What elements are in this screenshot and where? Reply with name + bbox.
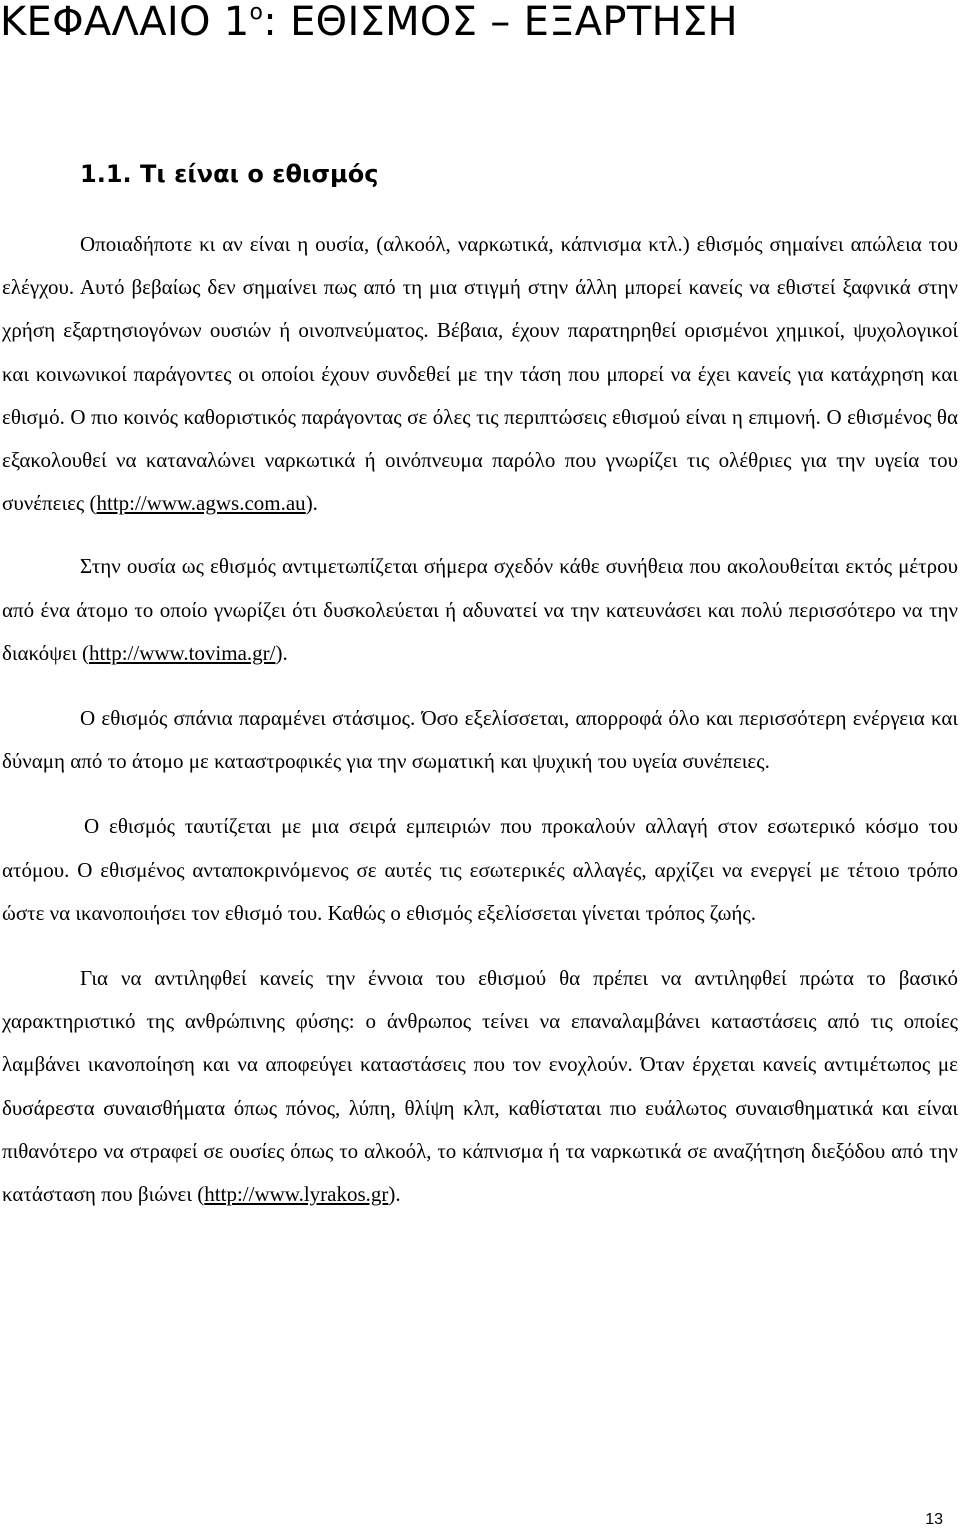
chapter-title: [0, 0, 738, 46]
chapter-ordinal: ο: [249, 0, 264, 25]
paragraph-1: [2, 223, 958, 525]
paragraph-5: [2, 957, 958, 1216]
reference-link-tovima[interactable]: http://www.tovima.gr/: [89, 640, 276, 665]
paragraph-2-closing: ).: [275, 640, 288, 665]
paragraph-3-text: Ο εθισμός σπάνια παραμένει στάσιμος. Όσο εξελίσσεται, απορροφά όλο και περισσότερη ενέργεια και δύναμη από το άτομο με καταστροφικές για την σωματική και ψυχική του υγεία συνέπειες.: [2, 706, 958, 774]
reference-link-agws[interactable]: http://www.agws.com.au: [96, 491, 306, 516]
paragraph-4: [2, 805, 958, 935]
paragraph-3: [2, 697, 958, 783]
paragraph-1-closing: ).: [305, 491, 318, 516]
paragraph-2-text: Στην ουσία ως εθισμός αντιμετωπίζεται σήμερα σχεδόν κάθε συνήθεια που ακολουθείται εκτός μέτρου από ένα άτομο το οποίο γνωρίζει ότι δυσκολεύεται ή αδυνατεί να την κατευνάσει και πολύ περισσότερο να την διακόψει (: [2, 554, 958, 665]
paragraph-2: [2, 545, 958, 675]
paragraph-spacer: [2, 935, 958, 957]
page-number: 13: [925, 1511, 943, 1528]
paragraph-5-text: Για να αντιληφθεί κανείς την έννοια του εθισμού θα πρέπει να αντιληφθεί πρώτα το βασικό χαρακτηριστικό της ανθρώπινης φύσης: ο άνθρωπος τείνει να επαναλαμβάνει καταστάσεις από τις οποίες λαμβάνει ικανοποίηση και να αποφεύγει καταστάσεις που τον ενοχλούν. Όταν έρχεται κανείς αντιμέτωπος με δυσάρεστα συναισθήματα όπως πόνος, λύπη, θλίψη κλπ, καθίσταται πιο ευάλωτος συναισθηματικά και είναι πιθανότερο να στραφεί σε ουσίες όπως το αλκοόλ, το κάπνισμα ή τα ναρκωτικά σε αναζήτηση διεξόδου από την κατάσταση που βιώνει (: [2, 966, 958, 1207]
chapter-title-prefix: ΚΕΦΑΛΑΙΟ 1: [0, 0, 250, 45]
paragraph-spacer: [2, 525, 958, 545]
paragraph-spacer: [2, 675, 958, 697]
paragraph-5-closing: ).: [388, 1182, 401, 1207]
reference-link-lyrakos[interactable]: http://www.lyrakos.gr: [204, 1182, 389, 1207]
paragraph-1-text: Οποιαδήποτε κι αν είναι η ουσία, (αλκοόλ, ναρκωτικά, κάπνισμα κτλ.) εθισμός σημαίνει απώλεια του ελέγχου. Αυτό βεβαίως δεν σημαίνει πως από τη μια στιγμή στην άλλη μπορεί κανείς να εθιστεί ξαφνικά στην χρήση εξαρτησιογόνων ουσιών ή οινοπνεύματος. Βέβαια, έχουν παρατηρηθεί ορισμένοι χημικοί, ψυχολογικοί και κοινωνικοί παράγοντες οι οποίοι έχουν συνδεθεί με την τάση που μπορεί να έχει κανείς για κατάχρηση και εθισμό. Ο πιο κοινός καθοριστικός παράγοντας σε όλες τις περιπτώσεις εθισμού είναι η επιμονή. Ο εθισμένος θα εξακολουθεί να καταναλώνει ναρκωτικά ή οινόπνευμα παρόλο που γνωρίζει τις ολέθριες για την υγεία του συνέπειες (: [2, 232, 958, 516]
chapter-title-suffix: : ΕΘΙΣΜΟΣ – ΕΞΑΡΤΗΣΗ: [263, 0, 738, 45]
paragraph-4-text: Ο εθισμός ταυτίζεται με μια σειρά εμπειριών που προκαλούν αλλαγή στον εσωτερικό κόσμο του ατόμου. Ο εθισμένος ανταποκρινόμενος σε αυτές τις εσωτερικές αλλαγές, αρχίζει να ενεργεί με τέτοιο τρόπο ώστε να ικανοποιήσει τον εθισμό του. Καθώς ο εθισμός εξελίσσεται γίνεται τρόπος ζωής.: [2, 814, 958, 925]
document-body: [2, 223, 958, 1216]
paragraph-spacer: [2, 783, 958, 805]
section-heading: 1.1. Τι είναι ο εθισμός: [80, 160, 379, 188]
